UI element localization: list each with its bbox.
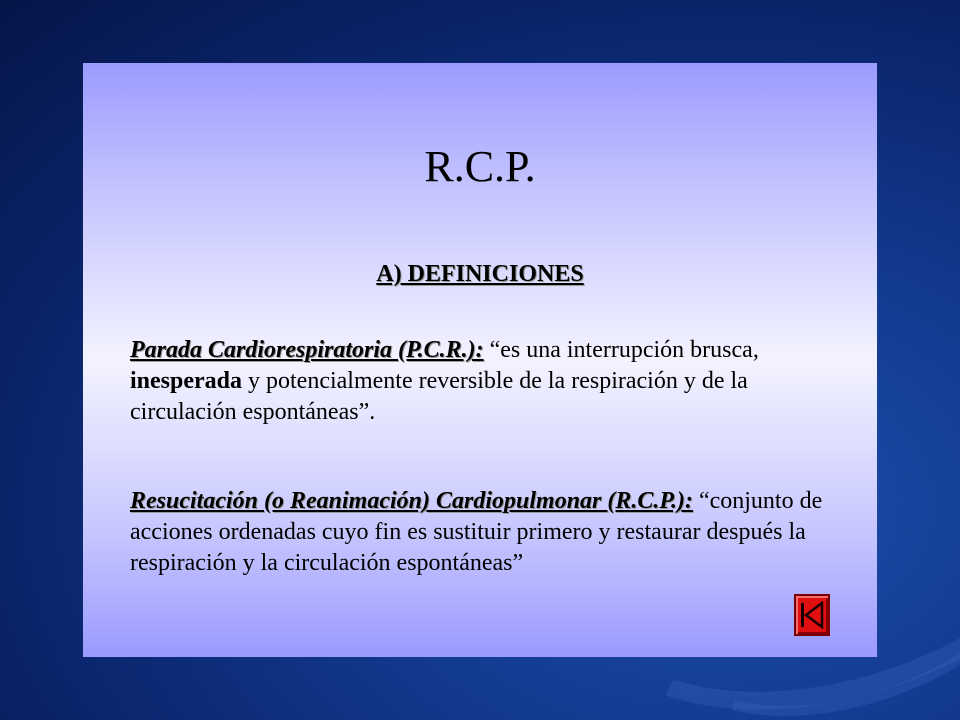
definition-text: “conjunto de acciones ordenadas cuyo fin es sustituir primero y restaurar después la respiración y la circulación espontáneas” [130,488,823,576]
slide-panel [83,63,877,657]
definition-rcp [130,486,842,579]
skip-back-icon [800,601,824,629]
back-button[interactable] [794,594,830,636]
definition-text: “es una interrupción brusca, [483,337,759,363]
definition-text: y potencialmente reversible de la respiración y de la circulación espontáneas”. [130,368,748,425]
definition-term: Resucitación (o Reanimación) Cardiopulmonar (R.C.P.): [130,488,693,514]
section-heading-text: A) DEFINICIONES [376,261,584,287]
definition-pcr [130,335,842,428]
definition-term: Parada Cardiorespiratoria (P.C.R.): [130,337,484,363]
definition-emphasis: inesperada [130,368,243,394]
section-heading [83,259,877,289]
slide-title: R.C.P. [424,142,536,191]
